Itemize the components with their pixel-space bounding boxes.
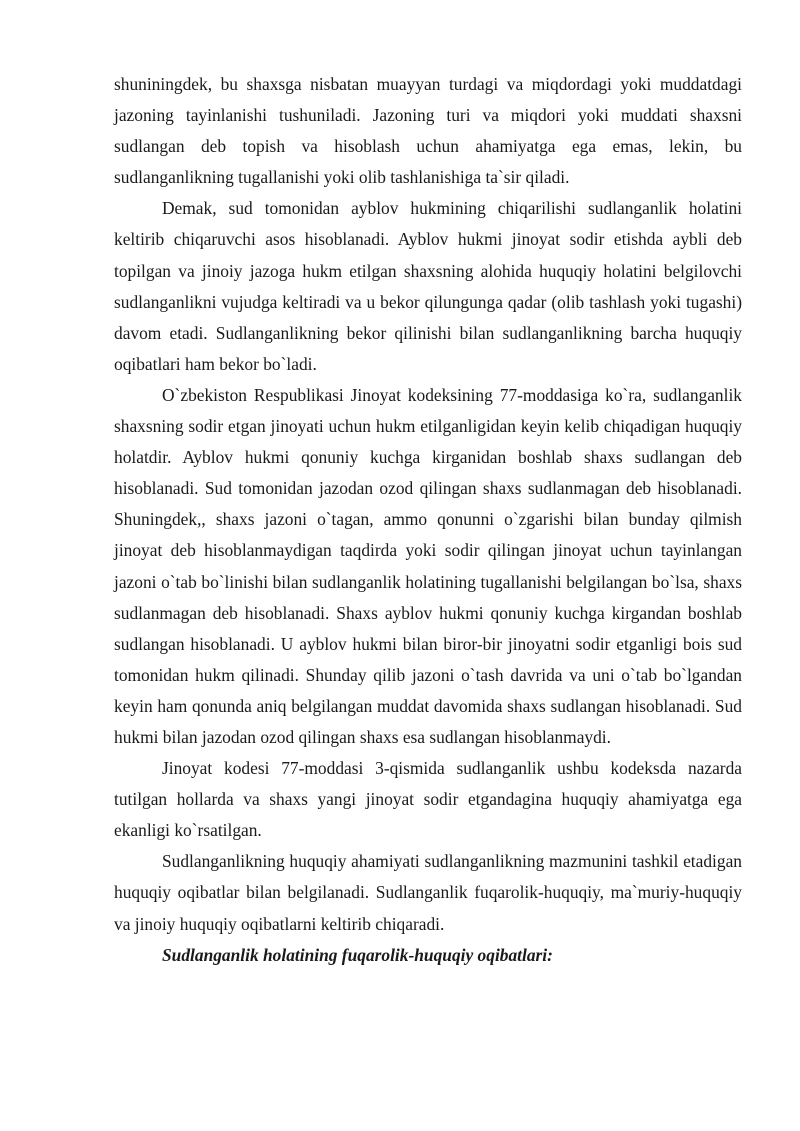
paragraph-continuation: shuniningdek, bu shaxsga nisbatan muayyan turdagi va miqdordagi yoki muddatdagi jazoning tayinlanishi tushuniladi. Jazoning turi va miqdori yoki muddati shaxsni sudlangan deb topish va hisoblash uchun ahamiyatga ega emas, lekin, bu sudlanganlikning tugallanishi yoki olib tashlanishiga ta`sir qiladi. [114, 74, 742, 188]
paragraph-criminal-code-article-77: O`zbekiston Respublikasi Jinoyat kodeksining 77-moddasiga ko`ra, sudlanganlik shaxsning sodir etgan jinoyati uchun hukm etilganligidan keyin kelib chiqadigan huquqiy holatdir. Ayblov hukmi qonuniy kuchga kirganidan boshlab shaxs sudlangan deb hisoblanadi. Sud tomonidan jazodan ozod qilingan shaxs sudlanmagan deb hisoblanadi. Shuningdek,, shaxs jazoni o`tagan, ammo qonunni o`zgarishi bilan bunday qilmish jinoyat deb hisoblanmaydigan taqdirda yoki sodir qilingan jinoyat uchun tayinlangan jazoni o`tab bo`linishi bilan sudlanganlik holatining tugallanishi belgilangan bo`lsa, shaxs sudlanmagan deb hisoblanadi. Shaxs ayblov hukmi qonuniy kuchga kirgandan boshlab sudlangan hisoblanadi. U ayblov hukmi bilan biror-bir jinoyatni sodir etganligi bois sud tomonidan hukm qilinadi. Shunday qilib jazoni o`tash davrida va uni o`tab bo`lgandan keyin ham qonunda aniq belgilangan muddat davomida shaxs sudlangan hisoblanadi. Sud hukmi bilan jazodan ozod qilingan shaxs esa sudlangan hisoblanmaydi. [114, 384, 742, 747]
section-heading: Sudlanganlik holatining fuqarolik-huquqiy oqibatlari: [162, 944, 553, 965]
paragraph-legal-significance: Sudlanganlikning huquqiy ahamiyati sudlanganlikning mazmunini tashkil etadigan huquqiy oqibatlar bilan belgilanadi. Sudlanganlik fuqarolik-huquqiy, ma`muriy-huquqiy va jinoiy huquqiy oqibatlarni keltirib chiqaradi. [114, 851, 742, 934]
paragraph-article-77-part-3: Jinoyat kodesi 77-moddasi 3-qismida sudlanganlik ushbu kodeksda nazarda tutilgan hollarda va shaxs yangi jinoyat sodir etgandagina huquqiy ahamiyatga ega ekanligi ko`rsatilgan. [114, 758, 742, 841]
paragraph-conviction-basis: Demak, sud tomonidan ayblov hukmining chiqarilishi sudlanganlik holatini keltirib chiqaruvchi asos hisoblanadi. Ayblov hukmi jinoyat sodir etishda aybli deb topilgan va jinoiy jazoga hukm etilgan shaxsning alohida huquqiy holatini belgilovchi sudlanganlikni vujudga keltiradi va u bekor qilungunga qadar (olib tashlash yoki tugashi) davom etadi. Sudlanganlikning bekor qilinishi bilan sudlanganlikning barcha huquqiy oqibatlari ham bekor bo`ladi. [114, 198, 742, 374]
